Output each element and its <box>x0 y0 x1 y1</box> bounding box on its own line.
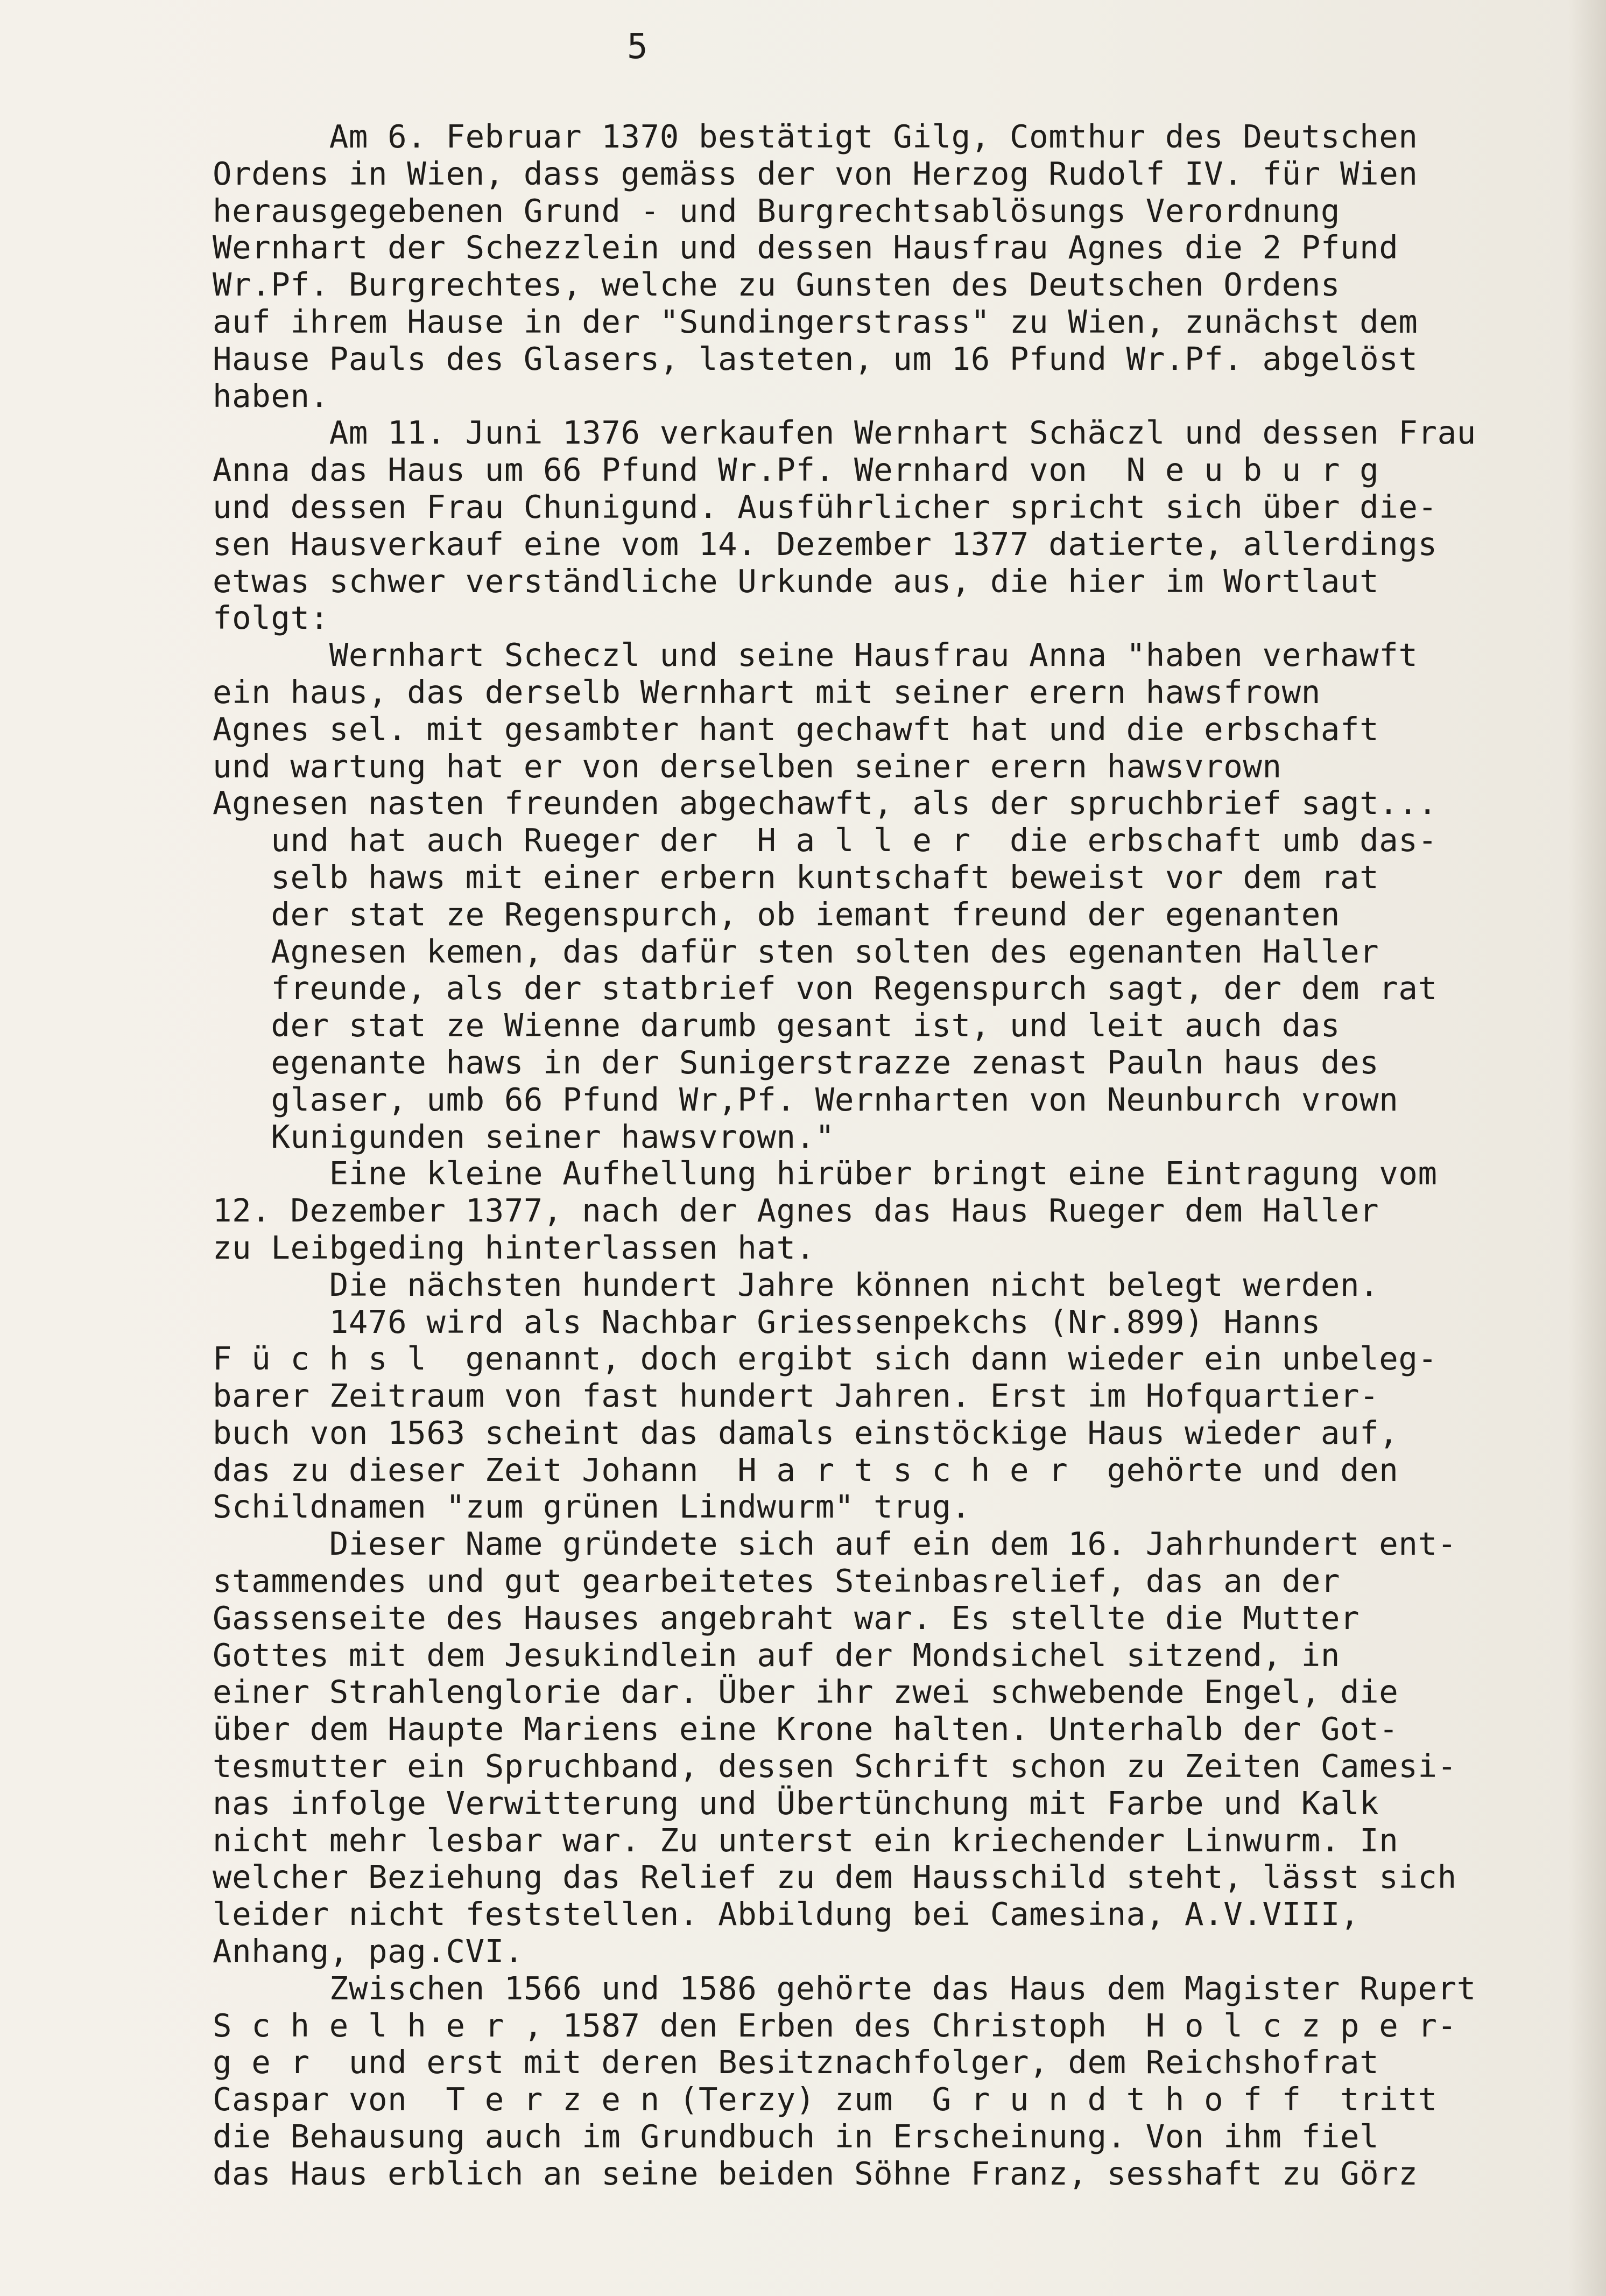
text-line: 12. Dezember 1377, nach der Agnes das Haus Rueger dem Haller <box>213 1192 1379 1230</box>
text-line: egenante haws in der Sunigerstrazze zenast Pauln haus des <box>213 1043 1379 1081</box>
text-line: barer Zeitraum von fast hundert Jahren. Erst im Hofquartier- <box>213 1377 1379 1415</box>
text-line: sen Hausverkauf eine vom 14. Dezember 1377 datierte, allerdings <box>213 525 1438 563</box>
text-line: F ü c h s l genannt, doch ergibt sich dann wieder ein unbeleg- <box>213 1340 1438 1378</box>
text-line: Agnesen kemen, das dafür sten solten des egenanten Haller <box>213 932 1379 970</box>
text-line: glaser, umb 66 Pfund Wr,Pf. Wernharten von Neunburch vrown <box>213 1080 1399 1118</box>
text-line: Anhang, pag.CVI. <box>213 1933 524 1970</box>
text-line: Ordens in Wien, dass gemäss der von Herzog Rudolf IV. für Wien <box>213 155 1418 192</box>
text-line: Wernhart der Schezzlein und dessen Hausfrau Agnes die 2 Pfund <box>213 229 1399 266</box>
text-line: tesmutter ein Spruchband, dessen Schrift schon zu Zeiten Camesi- <box>213 1747 1457 1785</box>
page-number: 5 <box>627 27 648 67</box>
text-line: herausgegebenen Grund - und Burgrechtsablösungs Verordnung <box>213 192 1341 229</box>
text-line: Anna das Haus um 66 Pfund Wr.Pf. Wernhard von N e u b u r g <box>213 451 1379 489</box>
text-line: 1476 wird als Nachbar Griessenpekchs (Nr.899) Hanns <box>213 1303 1321 1340</box>
text-line: Schildnamen "zum grünen Lindwurm" trug. <box>213 1488 971 1526</box>
text-line: nicht mehr lesbar war. Zu unterst ein kriechender Linwurm. In <box>213 1821 1399 1859</box>
text-line: welcher Beziehung das Relief zu dem Hausschild steht, lässt sich <box>213 1858 1457 1896</box>
text-line: und wartung hat er von derselben seiner erern hawsvrown <box>213 747 1282 785</box>
text-line: g e r und erst mit deren Besitznachfolger, dem Reichshofrat <box>213 2044 1379 2081</box>
text-line: Agnes sel. mit gesambter hant gechawft hat und die erbschaft <box>213 710 1379 748</box>
text-line: etwas schwer verständliche Urkunde aus, die hier im Wortlaut <box>213 562 1379 600</box>
text-line: Gassenseite des Hauses angebraht war. Es stellte die Mutter <box>213 1599 1360 1637</box>
text-line: freunde, als der statbrief von Regenspurch sagt, der dem rat <box>213 970 1438 1007</box>
text-line: auf ihrem Hause in der "Sundingerstrass" zu Wien, zunächst dem <box>213 303 1418 340</box>
body-text <box>213 118 1590 2193</box>
text-line: folgt: <box>213 599 329 637</box>
text-line: Eine kleine Aufhellung hirüber bringt eine Eintragung vom <box>213 1155 1438 1192</box>
text-line: einer Strahlenglorie dar. Über ihr zwei schwebende Engel, die <box>213 1673 1399 1711</box>
text-line: das Haus erblich an seine beiden Söhne Franz, sesshaft zu Görz <box>213 2154 1418 2192</box>
text-line: Zwischen 1566 und 1586 gehörte das Haus dem Magister Rupert <box>213 1969 1476 2007</box>
text-line: haben. <box>213 377 329 415</box>
text-line: leider nicht feststellen. Abbildung bei Camesina, A.V.VIII, <box>213 1895 1360 1933</box>
text-line: der stat ze Regenspurch, ob iemant freund der egenanten <box>213 895 1341 933</box>
text-line: ein haus, das derselb Wernhart mit seiner erern hawsfrown <box>213 673 1321 711</box>
text-line: Wernhart Scheczl und seine Hausfrau Anna "haben verhawft <box>213 636 1418 674</box>
text-line: der stat ze Wienne darumb gesant ist, und leit auch das <box>213 1007 1341 1044</box>
text-line: über dem Haupte Mariens eine Krone halten. Unterhalb der Got- <box>213 1710 1399 1748</box>
text-line: Dieser Name gründete sich auf ein dem 16. Jahrhundert ent- <box>213 1525 1457 1563</box>
text-line: nas infolge Verwitterung und Übertünchung mit Farbe und Kalk <box>213 1784 1379 1822</box>
text-line: und dessen Frau Chunigund. Ausführlicher spricht sich über die- <box>213 488 1438 525</box>
text-line: Gottes mit dem Jesukindlein auf der Mondsichel sitzend, in <box>213 1636 1341 1674</box>
text-line: S c h e l h e r , 1587 den Erben des Christoph H o l c z p e r- <box>213 2006 1457 2044</box>
text-line: Am 6. Februar 1370 bestätigt Gilg, Comthur des Deutschen <box>213 118 1418 155</box>
text-line: die Behausung auch im Grundbuch in Erscheinung. Von ihm fiel <box>213 2118 1379 2155</box>
text-line: zu Leibgeding hinterlassen hat. <box>213 1228 815 1266</box>
text-line: Die nächsten hundert Jahre können nicht belegt werden. <box>213 1266 1379 1303</box>
text-line: und hat auch Rueger der H a l l e r die erbschaft umb das- <box>213 821 1438 859</box>
text-line: Caspar von T e r z e n (Terzy) zum G r u n d t h o f f tritt <box>213 2081 1438 2118</box>
text-line: Wr.Pf. Burgrechtes, welche zu Gunsten des Deutschen Ordens <box>213 266 1341 304</box>
text-line: Agnesen nasten freunden abgechawft, als der spruchbrief sagt... <box>213 784 1438 822</box>
text-line: buch von 1563 scheint das damals einstöckige Haus wieder auf, <box>213 1414 1399 1451</box>
text-line: Kunigunden seiner hawsvrown." <box>213 1118 835 1155</box>
text-line: Am 11. Juni 1376 verkaufen Wernhart Schäczl und dessen Frau <box>213 414 1476 452</box>
text-line: das zu dieser Zeit Johann H a r t s c h e r gehörte und den <box>213 1451 1399 1488</box>
text-line: stammendes und gut gearbeitetes Steinbasrelief, das an der <box>213 1562 1341 1600</box>
text-line: Hause Pauls des Glasers, lasteten, um 16 Pfund Wr.Pf. abgelöst <box>213 340 1418 377</box>
text-line: selb haws mit einer erbern kuntschaft beweist vor dem rat <box>213 858 1379 896</box>
